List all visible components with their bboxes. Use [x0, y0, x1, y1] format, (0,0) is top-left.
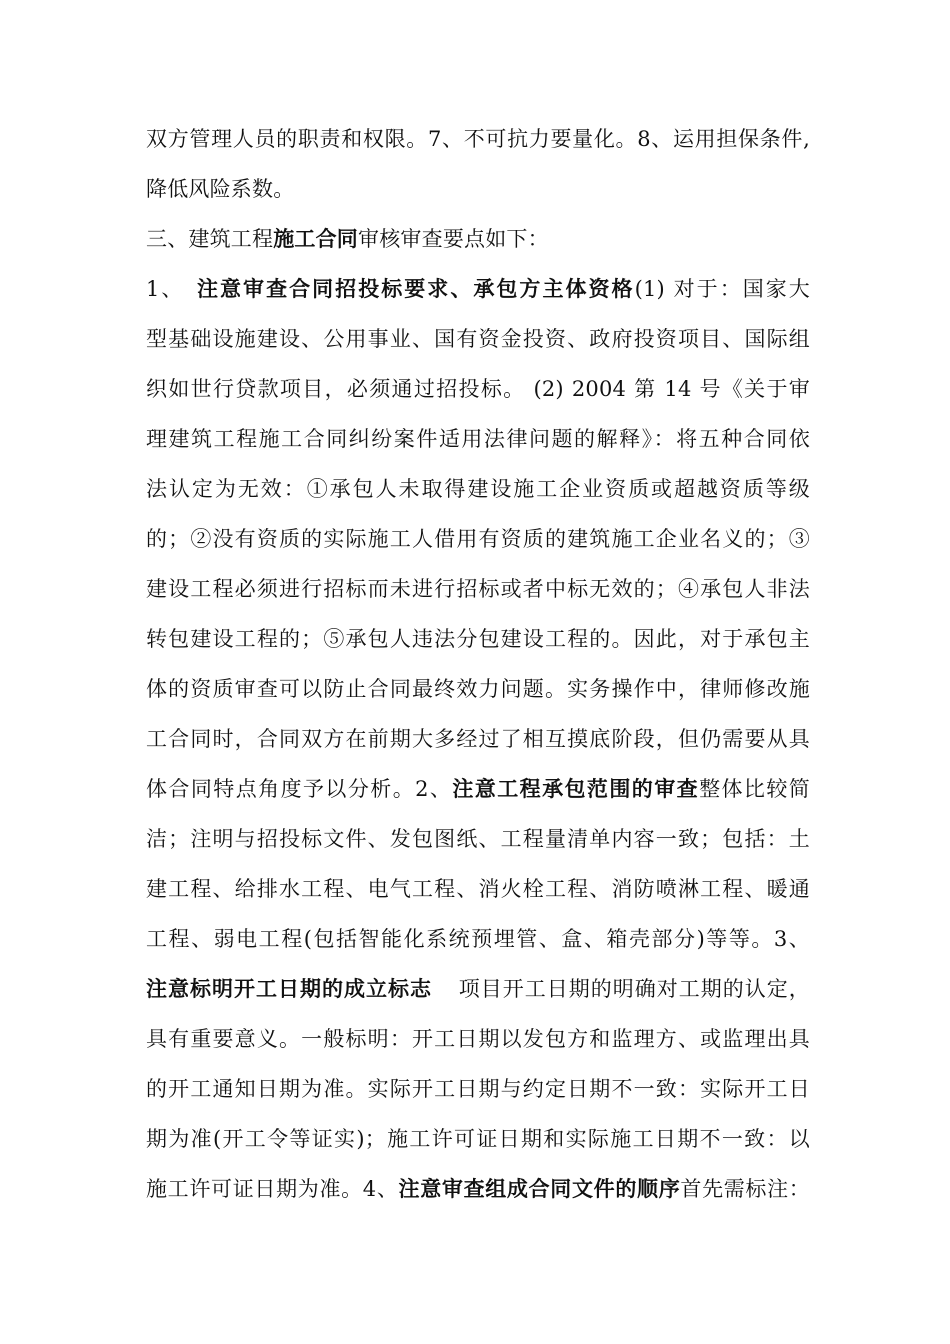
text-run: 理建筑工程施工合同纠纷案件适用法律问题的解释》：将五种合同依	[146, 427, 810, 451]
text-line	[146, 1074, 810, 1104]
text-run: 建设工程必须进行招标而未进行招标或者中标无效的；④承包人非法	[146, 577, 810, 601]
text-run: 期为准(开工令等证实)；施工许可证日期和实际施工日期不一致：以	[146, 1127, 810, 1151]
text-run: 法认定为无效：①承包人未取得建设施工企业资质或超越资质等级	[146, 477, 810, 501]
text-run: 建工程、给排水工程、电气工程、消火栓工程、消防喷淋工程、暖通	[146, 877, 810, 901]
text-run: 型基础设施建设、公用事业、国有资金投资、政府投资项目、国际组	[146, 327, 810, 351]
text-line	[146, 474, 810, 504]
text-run: 洁；注明与招投标文件、发包图纸、工程量清单内容一致；包括：土	[146, 827, 810, 851]
text-run: 工程、弱电工程(包括智能化系统预埋管、盒、箱壳部分)等等。3、	[146, 927, 810, 951]
text-run: 体合同特点角度予以分析。2、	[146, 777, 453, 801]
text-line	[146, 974, 810, 1004]
text-run: 审核审查要点如下：	[358, 227, 549, 251]
text-run: (1) 对于：国家大	[634, 277, 810, 301]
text-run: 工合同时，合同双方在前期大多经过了相互摸底阶段，但仍需要从具	[146, 727, 810, 751]
text-line	[146, 1024, 810, 1054]
text-line	[146, 374, 810, 404]
text-line	[146, 324, 810, 354]
bold-text: 施工合同	[273, 227, 359, 251]
text-line	[146, 274, 810, 304]
text-run: 首先需标注：	[680, 1177, 810, 1201]
text-run: 1、	[146, 277, 197, 301]
text-run: 项目开工日期的明确对工期的认定，	[458, 977, 810, 1001]
text-line	[146, 524, 810, 554]
text-line	[146, 774, 810, 804]
text-run: 织如世行贷款项目，必须通过招投标。 (2) 2004 第 14 号《关于审	[146, 377, 810, 401]
text-run: 的开工通知日期为准。实际开工日期与约定日期不一致：实际开工日	[146, 1077, 810, 1101]
text-line	[146, 824, 810, 854]
text-line	[146, 1124, 810, 1154]
text-line	[146, 574, 810, 604]
text-line	[146, 124, 810, 154]
text-run: 三、建筑工程	[146, 227, 274, 251]
bold-text: 注意审查合同招投标要求、承包方主体资格	[196, 277, 635, 301]
bold-text: 注意工程承包范围的审查	[452, 777, 700, 801]
text-run: 的；②没有资质的实际施工人借用有资质的建筑施工企业名义的；③	[146, 527, 810, 551]
text-line	[146, 674, 810, 704]
section-heading	[146, 224, 810, 254]
text-run: 施工许可证日期为准。4、	[146, 1177, 399, 1201]
text-line	[146, 174, 810, 204]
text-line	[146, 1174, 810, 1204]
text-run: 整体比较简	[699, 777, 810, 801]
text-run: 降低风险系数。	[146, 177, 295, 201]
text-run: 双方管理人员的职责和权限。7、不可抗力要量化。8、运用担保条件,	[146, 127, 810, 151]
bold-text: 注意审查组成合同文件的顺序	[398, 1177, 681, 1201]
text-line	[146, 724, 810, 754]
text-line	[146, 924, 810, 954]
text-run: 体的资质审查可以防止合同最终效力问题。实务操作中，律师修改施	[146, 677, 810, 701]
text-line	[146, 874, 810, 904]
text-line	[146, 624, 810, 654]
bold-text: 注意标明开工日期的成立标志	[146, 977, 432, 1001]
text-line	[146, 424, 810, 454]
text-run: 转包建设工程的；⑤承包人违法分包建设工程的。因此，对于承包主	[146, 627, 810, 651]
text-run: 具有重要意义。一般标明：开工日期以发包方和监理方、或监理出具	[146, 1027, 810, 1051]
